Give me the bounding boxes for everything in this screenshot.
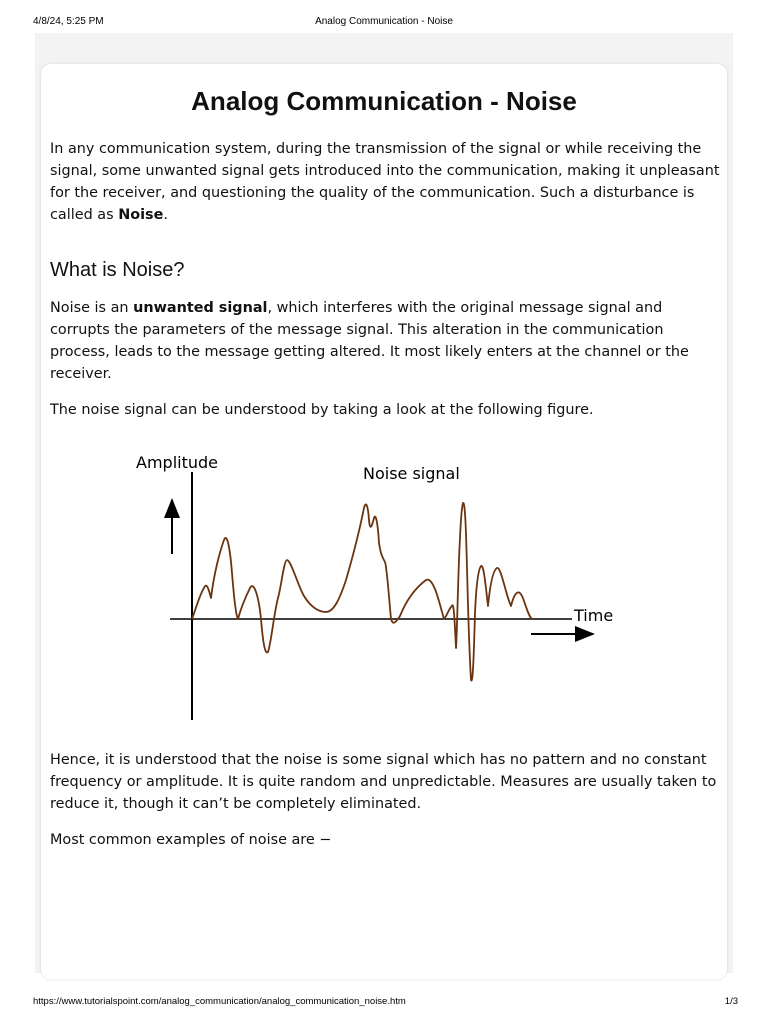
print-footer-url: https://www.tutorialspoint.com/analog_communication/analog_communication_noise.htm (33, 996, 406, 1007)
definition-pre: Noise is an (50, 300, 134, 316)
page-title: Analog Communication - Noise (191, 86, 577, 116)
intro-paragraph (50, 138, 722, 226)
intro-bold-term: Noise (118, 207, 164, 223)
conclusion-paragraph: Hence, it is understood that the noise is some signal which has no pattern and no constant frequency or amplitude. It is quite random and unpredictable. Measures are usually taken to reduce it, though it can’t be completely eliminated. (50, 752, 717, 812)
print-title: Analog Communication - Noise (315, 16, 453, 27)
print-date: 4/8/24, 5:25 PM (33, 16, 104, 27)
noise-signal-figure (128, 448, 628, 728)
print-header (0, 0, 768, 34)
noise-signal-waveform (192, 503, 532, 681)
intro-end: . (163, 207, 168, 223)
intro-text: In any communication system, during the transmission of the signal or while receiving the signal, some unwanted signal gets introduced into the communication, making it unpleasant for the receiver, and questioning the quality of the communication. Such a disturbance is called as (50, 141, 720, 223)
definition-post: , which interferes with the original message signal and corrupts the parameters of the message signal. This alteration in the communication process, leads to the message getting altered. It most likely enters at the channel or the receiver. (50, 300, 689, 382)
definition-paragraph (50, 297, 722, 385)
print-page-number: 1/3 (724, 996, 738, 1007)
noise-signal-svg (128, 448, 628, 728)
y-axis-label: Amplitude (136, 453, 218, 472)
figure-intro-paragraph: The noise signal can be understood by taking a look at the following figure. (50, 402, 594, 418)
section-heading: What is Noise? (50, 259, 185, 281)
examples-intro-paragraph: Most common examples of noise are − (50, 832, 332, 848)
x-axis-label: Time (574, 606, 614, 625)
definition-bold-term: unwanted signal (133, 300, 268, 316)
figure-title: Noise signal (363, 464, 460, 483)
